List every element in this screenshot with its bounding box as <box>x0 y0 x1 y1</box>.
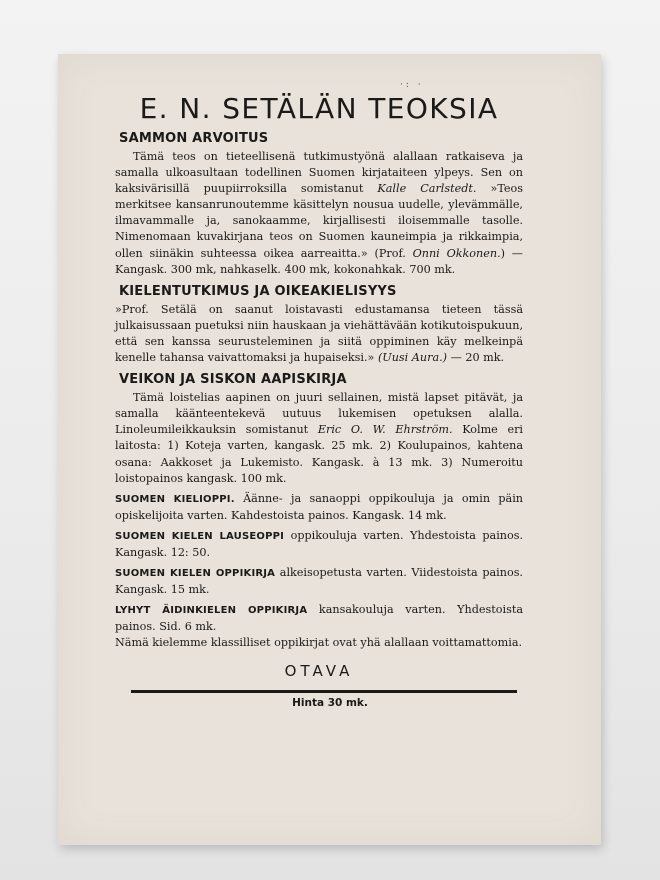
section-kielentutkimus <box>115 284 523 366</box>
text-part: »Teos merkitsee kansanrunoutemme käsittelyn nousua uudelle, ylevämmälle, ilmavammalle ja, sanokaamme, kirjallisesti iloisemmalle tasolle. Nimenomaan kuvakirjana teos on Suomen kauneimpia ja rikkaimpia, ollen siinäkin suhteessa oikea aarreaitta.» (Prof. <box>115 182 524 260</box>
text-part-italic: (Uusi Aura.) <box>377 351 448 365</box>
section-aapiskirja <box>115 372 523 487</box>
closing-note: Nämä kielemme klassilliset oppikirjat ovat yhä alallaan voittamattomia. <box>115 636 523 650</box>
divider-rule <box>131 690 517 693</box>
entry-oppikirja <box>115 565 523 598</box>
entry-text: kansakouluja varten. Yhdestoista painos. Sid. 6 mk. <box>115 603 523 634</box>
entry-heading: SUOMEN KIELEN OPPIKIRJA <box>115 568 276 580</box>
text-part-italic: Onni Okkonen. <box>412 246 501 260</box>
entry-lauseoppi <box>115 528 523 561</box>
entry-aidinkieli <box>115 602 523 635</box>
entry-text: alkeisopetusta varten. Viidestoista painos. Kangask. 15 mk. <box>115 566 523 597</box>
text-part-italic: Eric O. W. Ehrström. <box>317 423 453 437</box>
section-text <box>115 302 523 366</box>
entry-heading: SUOMEN KIELEN LAUSEOPPI <box>115 530 285 542</box>
cover-text <box>115 91 523 692</box>
text-part: »Prof. Setälä on saanut loistavasti edustamansa tieteen tässä julkaisussaan puetuksi niin hauskaan ja viehättävään kotikutoispukuun, että sen kanssa seurusteleminen ja siitä oppiminen käy melkeinpä kenelle tahansa vaivattomaksi ja hupaiseksi.» <box>115 302 523 365</box>
entry-text: Äänne- ja sanaoppi oppikouluja ja omin päin opiskelijoita varten. Kahdestoista painos. Kangask. 14 mk. <box>115 491 523 522</box>
page-title: E. N. SETÄLÄN TEOKSIA <box>139 92 499 125</box>
entry-heading: LYHYT ÄIDINKIELEN OPPIKIRJA <box>115 605 308 617</box>
section-heading: SAMMON ARVOITUS <box>119 131 269 146</box>
price-label: Hinta 30 mk. <box>292 697 368 709</box>
text-part: Tämä loistelias aapinen on juuri sellainen, mistä lapset pitävät, ja samalla käänteentekevä uutuus lukemisen opetuksen alalla. Linoleumileikkauksin somistanut <box>115 391 523 437</box>
entry-heading: SUOMEN KIELIOPPI. <box>115 493 235 505</box>
entry-text: oppikouluja varten. Yhdestoista painos. Kangask. 12: 50. <box>115 528 524 559</box>
text-part: ) — Kangask. 300 mk, nahkaselk. 400 mk, kokonahkak. 700 mk. <box>115 246 523 276</box>
text-part: Kolme eri laitosta: 1) Koteja varten, kangask. 25 mk. 2) Koulupainos, kahtena osana: Aakkoset ja Lukemisto. Kangask. à 13 mk. 3) Numeroitu loistopainos kangask. 100 mk. <box>115 423 523 485</box>
publisher-name: OTAVA <box>284 661 354 680</box>
entry-kielioppi <box>115 491 523 524</box>
corner-marks: ·: · <box>400 80 424 90</box>
section-text <box>115 390 523 487</box>
text-part: — 20 mk. <box>447 351 505 365</box>
text-part: Tämä teos on tieteellisenä tutkimustyönä alallaan ratkaiseva ja samalla ulkoasultaan todellinen Suomen kirjataiteen ylpeys. Sen on kaksivärisillä puupiirroksilla somistanut <box>115 150 523 196</box>
section-sammon-arvoitus <box>115 131 523 278</box>
section-text <box>115 149 523 278</box>
section-heading: KIELENTUTKIMUS JA OIKEAKIELISYYS <box>119 283 397 299</box>
text-part-italic: Kalle Carlstedt. <box>377 182 477 196</box>
section-heading: VEIKON JA SISKON AAPISKIRJA <box>119 372 347 388</box>
